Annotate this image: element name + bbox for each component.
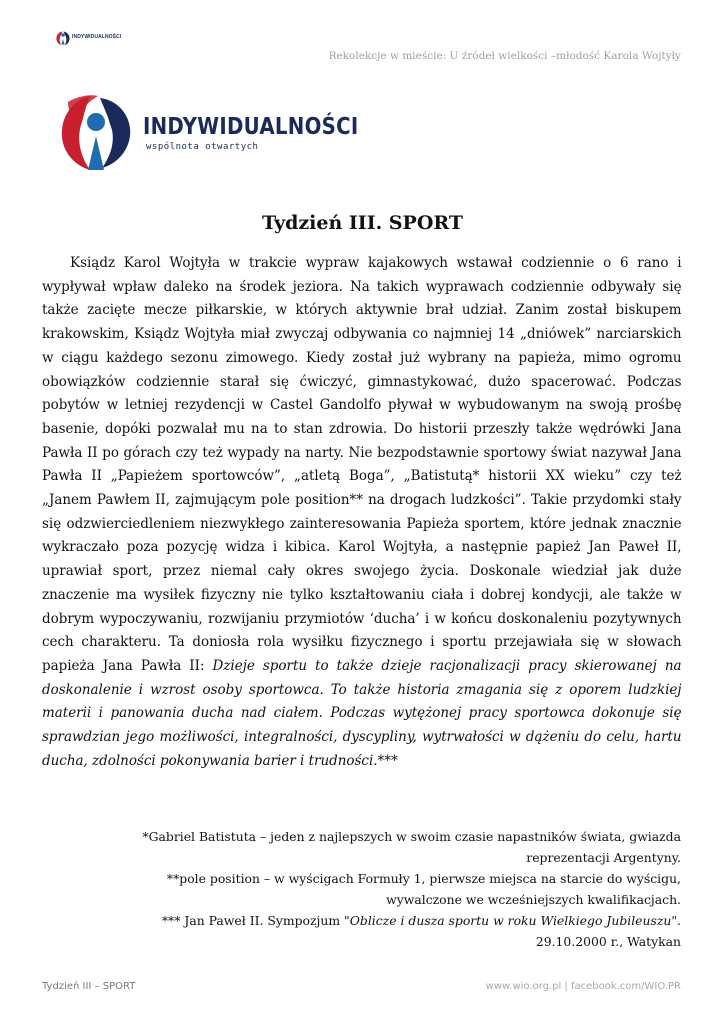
footnote-pole-position: **pole position – w wyścigach Formuły 1, pierwsze miejsca na starcie do wyścigu, wywalczone we wcześniejszych kwalifikacjach. (166, 871, 681, 907)
small-logo-text: INDYWIDUALNOŚCI (72, 34, 122, 40)
page-title: Tydzień III. SPORT (262, 212, 463, 234)
footnote-source-title: Oblicze i dusza sportu w roku Wielkiego Jubileuszu". (349, 913, 681, 928)
papal-quote: Dzieje sportu to także dzieje racjonalizacji pracy skierowanej na doskonalenie i wzrost osoby sportowca. To także historia zmagania się z oporem ludzkiej materii i panowania ducha nad ciałem. Podczas wytężonej pracy sportowca dokonuje się sprawdzian jego możliwości, integralności, dyscypliny, wytrwałości w dążeniu do celu, hartu ducha, zdolności pokonywania barier i trudności. (42, 657, 682, 769)
paragraph-text: Ksiądz Karol Wojtyła w trakcie wypraw kajakowych wstawał codziennie o 6 rano i wypływał wpław daleko na środek jeziora. Na takich wyprawach codziennie odbywały się także zacięte mecze piłkarskie, w których aktywnie brał udział. Zanim został biskupem krakowskim, Ksiądz Wojtyła miał zwyczaj odbywania co najmniej 14 „dniówek” narciarskich w ciągu każdego sezonu zimowego. Kiedy został już wybrany na papieża, mimo ogromu obowiązków codziennie starał się ćwiczyć, gimnastykować, dużo spacerować. Podczas pobytów w letniej rezydencji w Castel Gandolfo pływał w wybudowanym na swoją prośbę basenie, dopóki pozwalał mu na to stan zdrowia. Do historii przeszły także wędrówki Jana Pawła II po górach czy też wypady na narty. Nie bezpodstawnie sportowy świat nazywał Jana Pawła II „Papieżem sportowców”, „atletą Boga”, „Batistutą* historii XX wieku” czy też „Janem Pawłem II, zajmującym pole position** na drogach ludzkości”. Takie przydomki stały się odzwierciedleniem niezwykłego zainteresowania Papieża sportem, które jednak znacznie wykraczało poza pozycję widza i kibica. Karol Wojtyła, a następnie papież Jan Paweł II, uprawiał sport, przez niemal cały okres swojego życia. Doskonale wiedział jak duże znaczenie ma wysiłek fizyczny nie tylko kształtowaniu ciała i dobrej kondycji, ale także w dobrym wypoczywaniu, rozwijaniu przymiotów ‘ducha’ i w końcu doskonaleniu pozytywnych cech charakteru. Ta doniosła rola wysiłku fizycznego i sportu przejawiała się w słowach papieża Jana Pawła II: (42, 255, 682, 674)
quote-footnote-mark: *** (377, 752, 398, 769)
small-logo-emblem-icon (55, 30, 71, 46)
footnote-batistuta: *Gabriel Batistuta – jeden z najlepszych w swoim czasie napastników świata, gwiazda reprezentacji Argentyny. (142, 829, 681, 865)
main-paragraph (42, 252, 682, 773)
organization-logo (60, 92, 359, 177)
logo-emblem-icon (60, 92, 132, 172)
small-logo (55, 30, 122, 48)
footer-section-title: Tydzień III – SPORT (42, 981, 136, 992)
logo-tagline: wspólnota otwartych (146, 142, 259, 152)
footer-links: www.wio.org.pl | facebook.com/WIO.PR (485, 981, 681, 992)
footnote-source (121, 910, 681, 952)
footnote-source-suffix: 29.10.2000 r., Watykan (535, 934, 681, 949)
logo-name: INDYWIDUALNOŚCI (143, 114, 359, 140)
running-header: Rekolekcje w mieście: U źródeł wielkości –młodość Karola Wojtyły (328, 50, 681, 62)
footnote-source-prefix: *** Jan Paweł II. Sympozjum " (161, 913, 350, 928)
footnotes (121, 826, 681, 952)
